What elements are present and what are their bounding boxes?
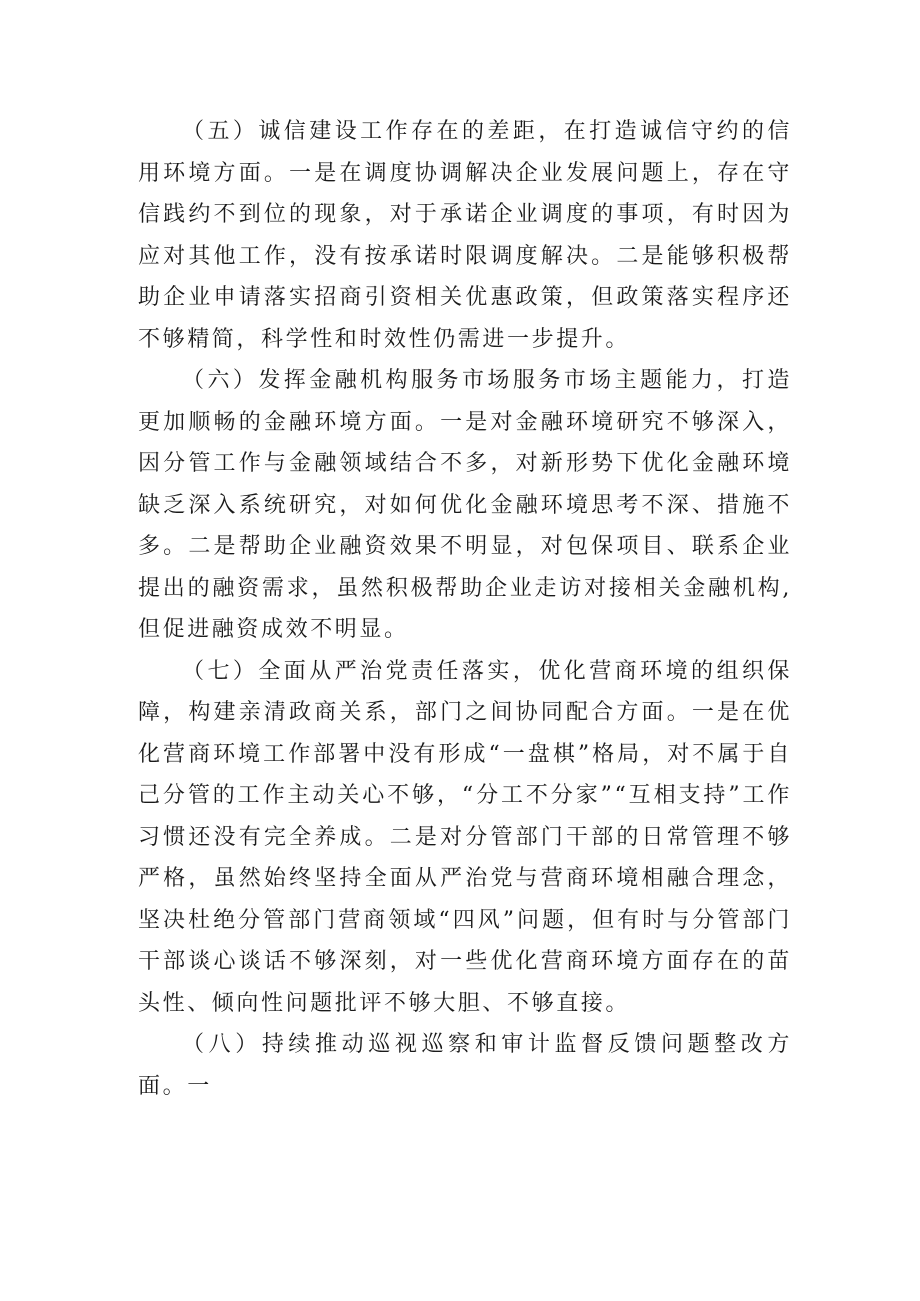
paragraph-7-party-responsibility: （七）全面从严治党责任落实，优化营商环境的组织保障，构建亲清政商关系，部门之间协同配合方面。一是在优化营商环境工作部署中没有形成“一盘棋”格局，对不属于自己分管的工作主动关心不够，“分工不分家”“互相支持”工作习惯还没有完全养成。二是对分管部门干部的日常管理不够严格，虽然始终坚持全面从严治党与营商环境相融合理念，坚决杜绝分管部门营商领域“四风”问题，但有时与分管部门干部谈心谈话不够深刻，对一些优化营商环境方面存在的苗头性、倾向性问题批评不够大胆、不够直接。 xyxy=(138,658,792,1016)
paragraph-8-inspection-rectification: （八）持续推动巡视巡察和审计监督反馈问题整改方面。一 xyxy=(138,1032,792,1099)
paragraph-6-financial-environment: （六）发挥金融机构服务市场服务市场主题能力，打造更加顺畅的金融环境方面。一是对金融环境研究不够深入，因分管工作与金融领域结合不多，对新形势下优化金融环境缺乏深入系统研究，对如何优化金融环境思考不深、措施不多。二是帮助企业融资效果不明显，对包保项目、联系企业提出的融资需求，虽然积极帮助企业走访对接相关金融机构,但促进融资成效不明显。 xyxy=(138,368,792,642)
paragraph-5-credit-environment: （五）诚信建设工作存在的差距，在打造诚信守约的信用环境方面。一是在调度协调解决企业发展问题上，存在守信践约不到位的现象，对于承诺企业调度的事项，有时因为应对其他工作，没有按承诺时限调度解决。二是能够积极帮助企业申请落实招商引资相关优惠政策，但政策落实程序还不够精简，科学性和时效性仍需进一步提升。 xyxy=(138,119,792,352)
